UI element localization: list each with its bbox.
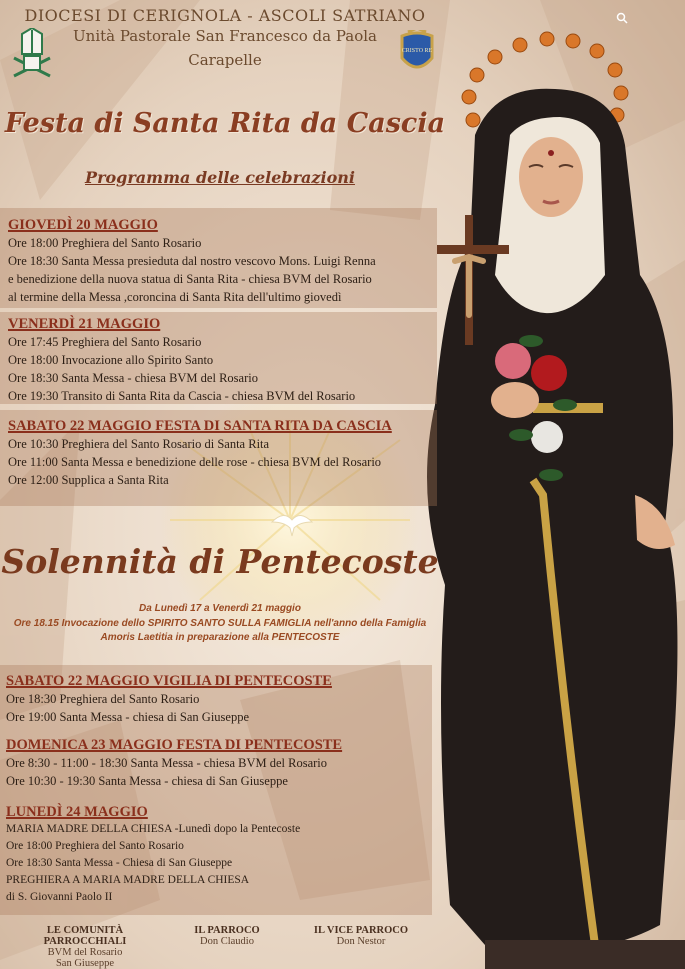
- day-title: VENERDÌ 21 MAGGIO: [8, 316, 161, 332]
- schedule-line: al termine della Messa ,coroncina di Santa Rita dell'ultimo giovedì: [8, 290, 342, 304]
- schedule-line: di S. Giovanni Paolo II: [6, 891, 113, 903]
- schedule-line: Ore 18:00 Preghiera del Santo Rosario: [6, 840, 184, 852]
- pentecost-title: Solennità di Pentecoste: [1, 542, 439, 581]
- diocese-name: DIOCESI DI CERIGNOLA - ASCOLI SATRIANO: [24, 6, 426, 25]
- schedule-line: MARIA MADRE DELLA CHIESA -Lunedì dopo la Pentecoste: [6, 823, 301, 835]
- footer-communities: [5, 925, 165, 969]
- footer-parish-priest: [172, 925, 282, 947]
- schedule-line: Ore 18:30 Santa Messa - Chiesa di San Giuseppe: [6, 857, 233, 869]
- pentecost-day-2: [6, 737, 431, 790]
- zoom-icon[interactable]: [616, 12, 628, 24]
- saint-rita-statue-image: [425, 25, 685, 969]
- footer-heading: IL PARROCO: [194, 925, 260, 936]
- schedule-line: Ore 18:00 Preghiera del Santo Rosario: [8, 236, 202, 250]
- footer-line: Don Nestor: [336, 936, 386, 947]
- schedule-line: Ore 12:00 Supplica a Santa Rita: [8, 473, 169, 487]
- town-name: Carapelle: [188, 51, 262, 69]
- holy-spirit-dove-icon: [270, 508, 314, 538]
- pastoral-unit: Unità Pastorale San Francesco da Paola: [73, 27, 377, 45]
- pentecost-day-3: [6, 804, 431, 906]
- pentecost-info-line: Ore 18.15 Invocazione dello SPIRITO SANTO SULLA FAMIGLIA nell'anno della Famiglia: [13, 618, 427, 629]
- footer-vice-parish-priest: [300, 925, 422, 947]
- day-title: DOMENICA 23 MAGGIO FESTA DI PENTECOSTE: [6, 737, 343, 753]
- schedule-line: Ore 18:30 Santa Messa presieduta dal nostro vescovo Mons. Luigi Renna: [8, 254, 376, 268]
- footer-heading: IL VICE PARROCO: [313, 925, 409, 936]
- footer-line: BVM del Rosario: [47, 947, 123, 958]
- schedule-line: e benedizione della nuova statua di Santa Rita - chiesa BVM del Rosario: [8, 272, 372, 286]
- footer-line: Don Claudio: [200, 936, 254, 947]
- day-title: SABATO 22 MAGGIO FESTA DI SANTA RITA DA CASCIA: [8, 418, 392, 434]
- footer-heading: LE COMUNITÀ PARROCCHIALI: [43, 925, 127, 947]
- rita-day-1: [8, 217, 438, 306]
- festival-title: Festa di Santa Rita da Cascia: [4, 108, 446, 139]
- program-subtitle: Programma delle celebrazioni: [85, 168, 355, 187]
- pentecost-info-line: Amoris Laetitia in preparazione alla PENTECOSTE: [100, 632, 340, 643]
- schedule-line: Ore 11:00 Santa Messa e benedizione delle rose - chiesa BVM del Rosario: [8, 455, 382, 469]
- schedule-line: Ore 8:30 - 11:00 - 18:30 Santa Messa - chiesa BVM del Rosario: [6, 756, 328, 770]
- day-title: LUNEDÌ 24 MAGGIO: [6, 804, 148, 820]
- day-title: GIOVEDÌ 20 MAGGIO: [8, 217, 158, 233]
- rita-day-3: [8, 418, 438, 489]
- emblem-text: CRISTO RE: [401, 48, 433, 54]
- schedule-line: Ore 10:30 - 19:30 Santa Messa - chiesa di San Giuseppe: [6, 774, 288, 788]
- schedule-line: Ore 19:00 Santa Messa - chiesa di San Giuseppe: [6, 710, 249, 724]
- schedule-line: Ore 18:30 Preghiera del Santo Rosario: [6, 692, 200, 706]
- schedule-line: Ore 19:30 Transito di Santa Rita da Cascia - chiesa BVM del Rosario: [8, 389, 356, 403]
- schedule-line: Ore 18:30 Santa Messa - chiesa BVM del Rosario: [8, 371, 258, 385]
- schedule-line: PREGHIERA A MARIA MADRE DELLA CHIESA: [6, 874, 250, 886]
- footer-line: San Giuseppe: [55, 958, 115, 969]
- schedule-line: Ore 18:00 Invocazione allo Spirito Santo: [8, 353, 214, 367]
- rita-day-2: [8, 316, 438, 405]
- pentecost-info-line: Da Lunedì 17 a Venerdì 21 maggio: [139, 603, 301, 614]
- schedule-line: Ore 17:45 Preghiera del Santo Rosario: [8, 335, 202, 349]
- day-title: SABATO 22 MAGGIO VIGILIA DI PENTECOSTE: [6, 673, 332, 689]
- pentecost-day-1: [6, 673, 431, 726]
- schedule-line: Ore 10:30 Preghiera del Santo Rosario di Santa Rita: [8, 437, 270, 451]
